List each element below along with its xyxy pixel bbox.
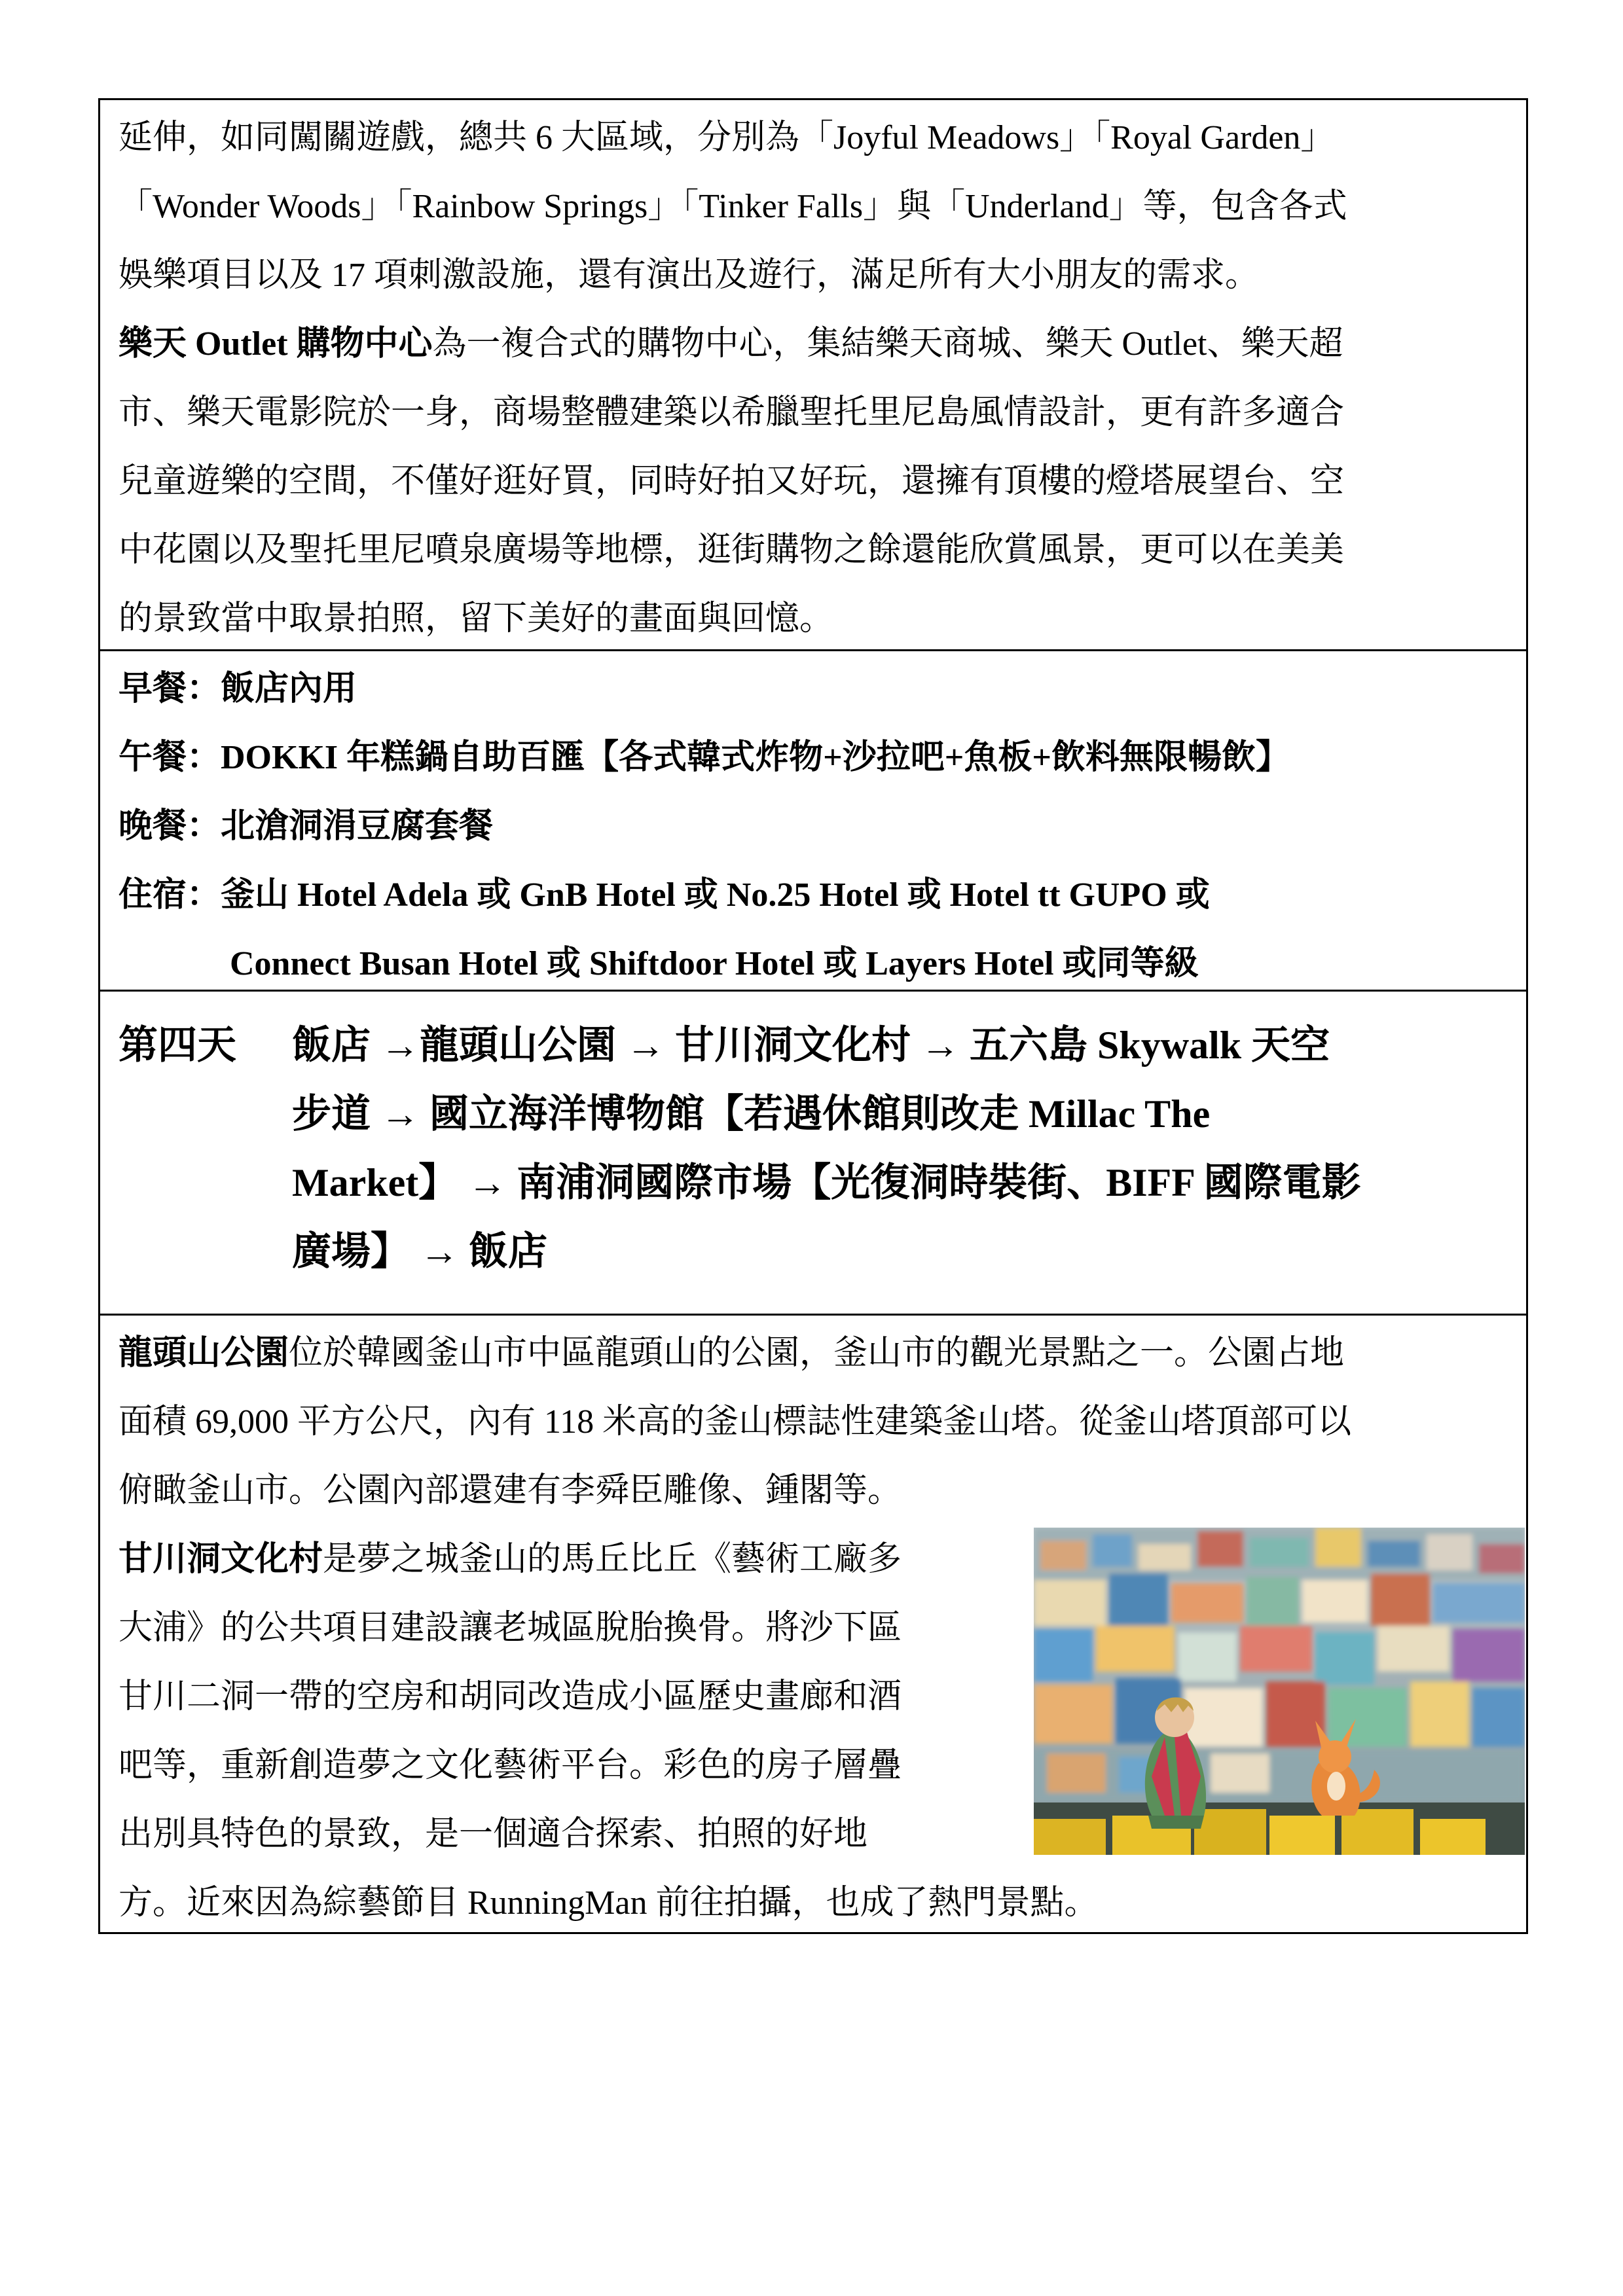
- day4-route: [292, 1011, 1508, 1286]
- day4-label: 第四天: [119, 1024, 236, 1067]
- gamcheon-line-5: 出別具特色的景致，是一個適合探索、拍照的好地: [119, 1816, 868, 1853]
- sights-section: [98, 1314, 1528, 1934]
- route-line-2: 步道 → 國立海洋博物館【若遇休館則改走 Millac The: [292, 1092, 1211, 1136]
- gamcheon-line-6: 方。近來因為綜藝節目 RunningMan 前往拍攝，也成了熱門景點。: [119, 1884, 1099, 1922]
- gamcheon-line-2: 大浦》的公共項目建設讓老城區脫胎換骨。將沙下區: [119, 1609, 902, 1647]
- outlet-text-1: 為一複合式的購物中心，集結樂天商城、樂天 Outlet、樂天超: [432, 325, 1343, 363]
- outlet-line-2: 市、樂天電影院於一身，商場整體建築以希臘聖托里尼島風情設計，更有許多適合: [119, 394, 1345, 431]
- yongdusan-line-2: 面積 69,000 平方公尺，內有 118 米高的釜山標誌性建築釜山塔。從釜山塔頂部可以: [119, 1403, 1352, 1441]
- yongdusan-line-3: 俯瞰釜山市。公園內部還建有李舜臣雕像、鍾閣等。: [119, 1472, 902, 1509]
- route-line-1: 飯店 →龍頭山公園 → 甘川洞文化村 → 五六島 Skywalk 天空: [292, 1024, 1330, 1067]
- hotel-line-2: Connect Busan Hotel 或 Shiftdoor Hotel 或 Layers Hotel 或同等級: [230, 945, 1199, 982]
- intro-line-3: 娛樂項目以及 17 項刺激設施，還有演出及遊行，滿足所有大小朋友的需求。: [119, 257, 1260, 294]
- route-line-3: Market】 → 南浦洞國際市場【光復洞時裝街、BIFF 國際電影: [292, 1161, 1361, 1204]
- gamcheon-line-3: 甘川二洞一帶的空房和胡同改造成小區歷史畫廊和酒: [119, 1678, 902, 1715]
- gamcheon-line-1: [100, 1525, 1017, 1594]
- hotel-line-1: 住宿：釜山 Hotel Adela 或 GnB Hotel 或 No.25 Hotel 或 Hotel tt GUPO 或: [119, 876, 1210, 914]
- gamcheon-line-4: 吧等，重新創造夢之文化藝術平台。彩色的房子層疊: [119, 1747, 902, 1784]
- gamcheon-block: [100, 1525, 1526, 1869]
- intro-section: [98, 98, 1528, 649]
- day4-section: [98, 990, 1528, 1314]
- gamcheon-village-photo: [1034, 1528, 1525, 1855]
- intro-line-2: 「Wonder Woods」「Rainbow Springs」「Tinker Falls」與「Underland」等，包含各式: [119, 188, 1347, 225]
- intro-line-1: 延伸，如同闖關遊戲，總共 6 大區域，分別為「Joyful Meadows」「Royal Garden」: [119, 119, 1335, 156]
- outlet-line-3: 兒童遊樂的空間，不僅好逛好買，同時好拍又好玩，還擁有頂樓的燈塔展望台、空: [119, 463, 1345, 500]
- yongdusan-line-1: [100, 1319, 1526, 1388]
- route-line-4: 廣場】 → 飯店: [292, 1230, 547, 1273]
- breakfast-line: 早餐：飯店內用: [119, 670, 357, 708]
- outlet-line-1: [100, 310, 1526, 378]
- outlet-line-4: 中花園以及聖托里尼噴泉廣場等地標，逛街購物之餘還能欣賞風景，更可以在美美: [119, 531, 1345, 569]
- gamcheon-title: 甘川洞文化村: [119, 1541, 323, 1578]
- outlet-title: 樂天 Outlet 購物中心: [119, 325, 433, 363]
- dinner-line: 晚餐：北滄洞涓豆腐套餐: [119, 808, 494, 845]
- gamcheon-text-1: 是夢之城釜山的馬丘比丘《藝術工廠多: [323, 1541, 902, 1578]
- yongdusan-title: 龍頭山公園: [119, 1335, 289, 1372]
- yongdusan-text-1: 位於韓國釜山市中區龍頭山的公園，釜山市的觀光景點之一。公園占地: [289, 1335, 1345, 1372]
- lunch-line: 午餐：DOKKI 年糕鍋自助百匯【各式韓式炸物+沙拉吧+魚板+飲料無限暢飲】: [119, 739, 1290, 776]
- meals-section: [98, 649, 1528, 990]
- outlet-line-5: 的景致當中取景拍照，留下美好的畫面與回憶。: [119, 600, 834, 637]
